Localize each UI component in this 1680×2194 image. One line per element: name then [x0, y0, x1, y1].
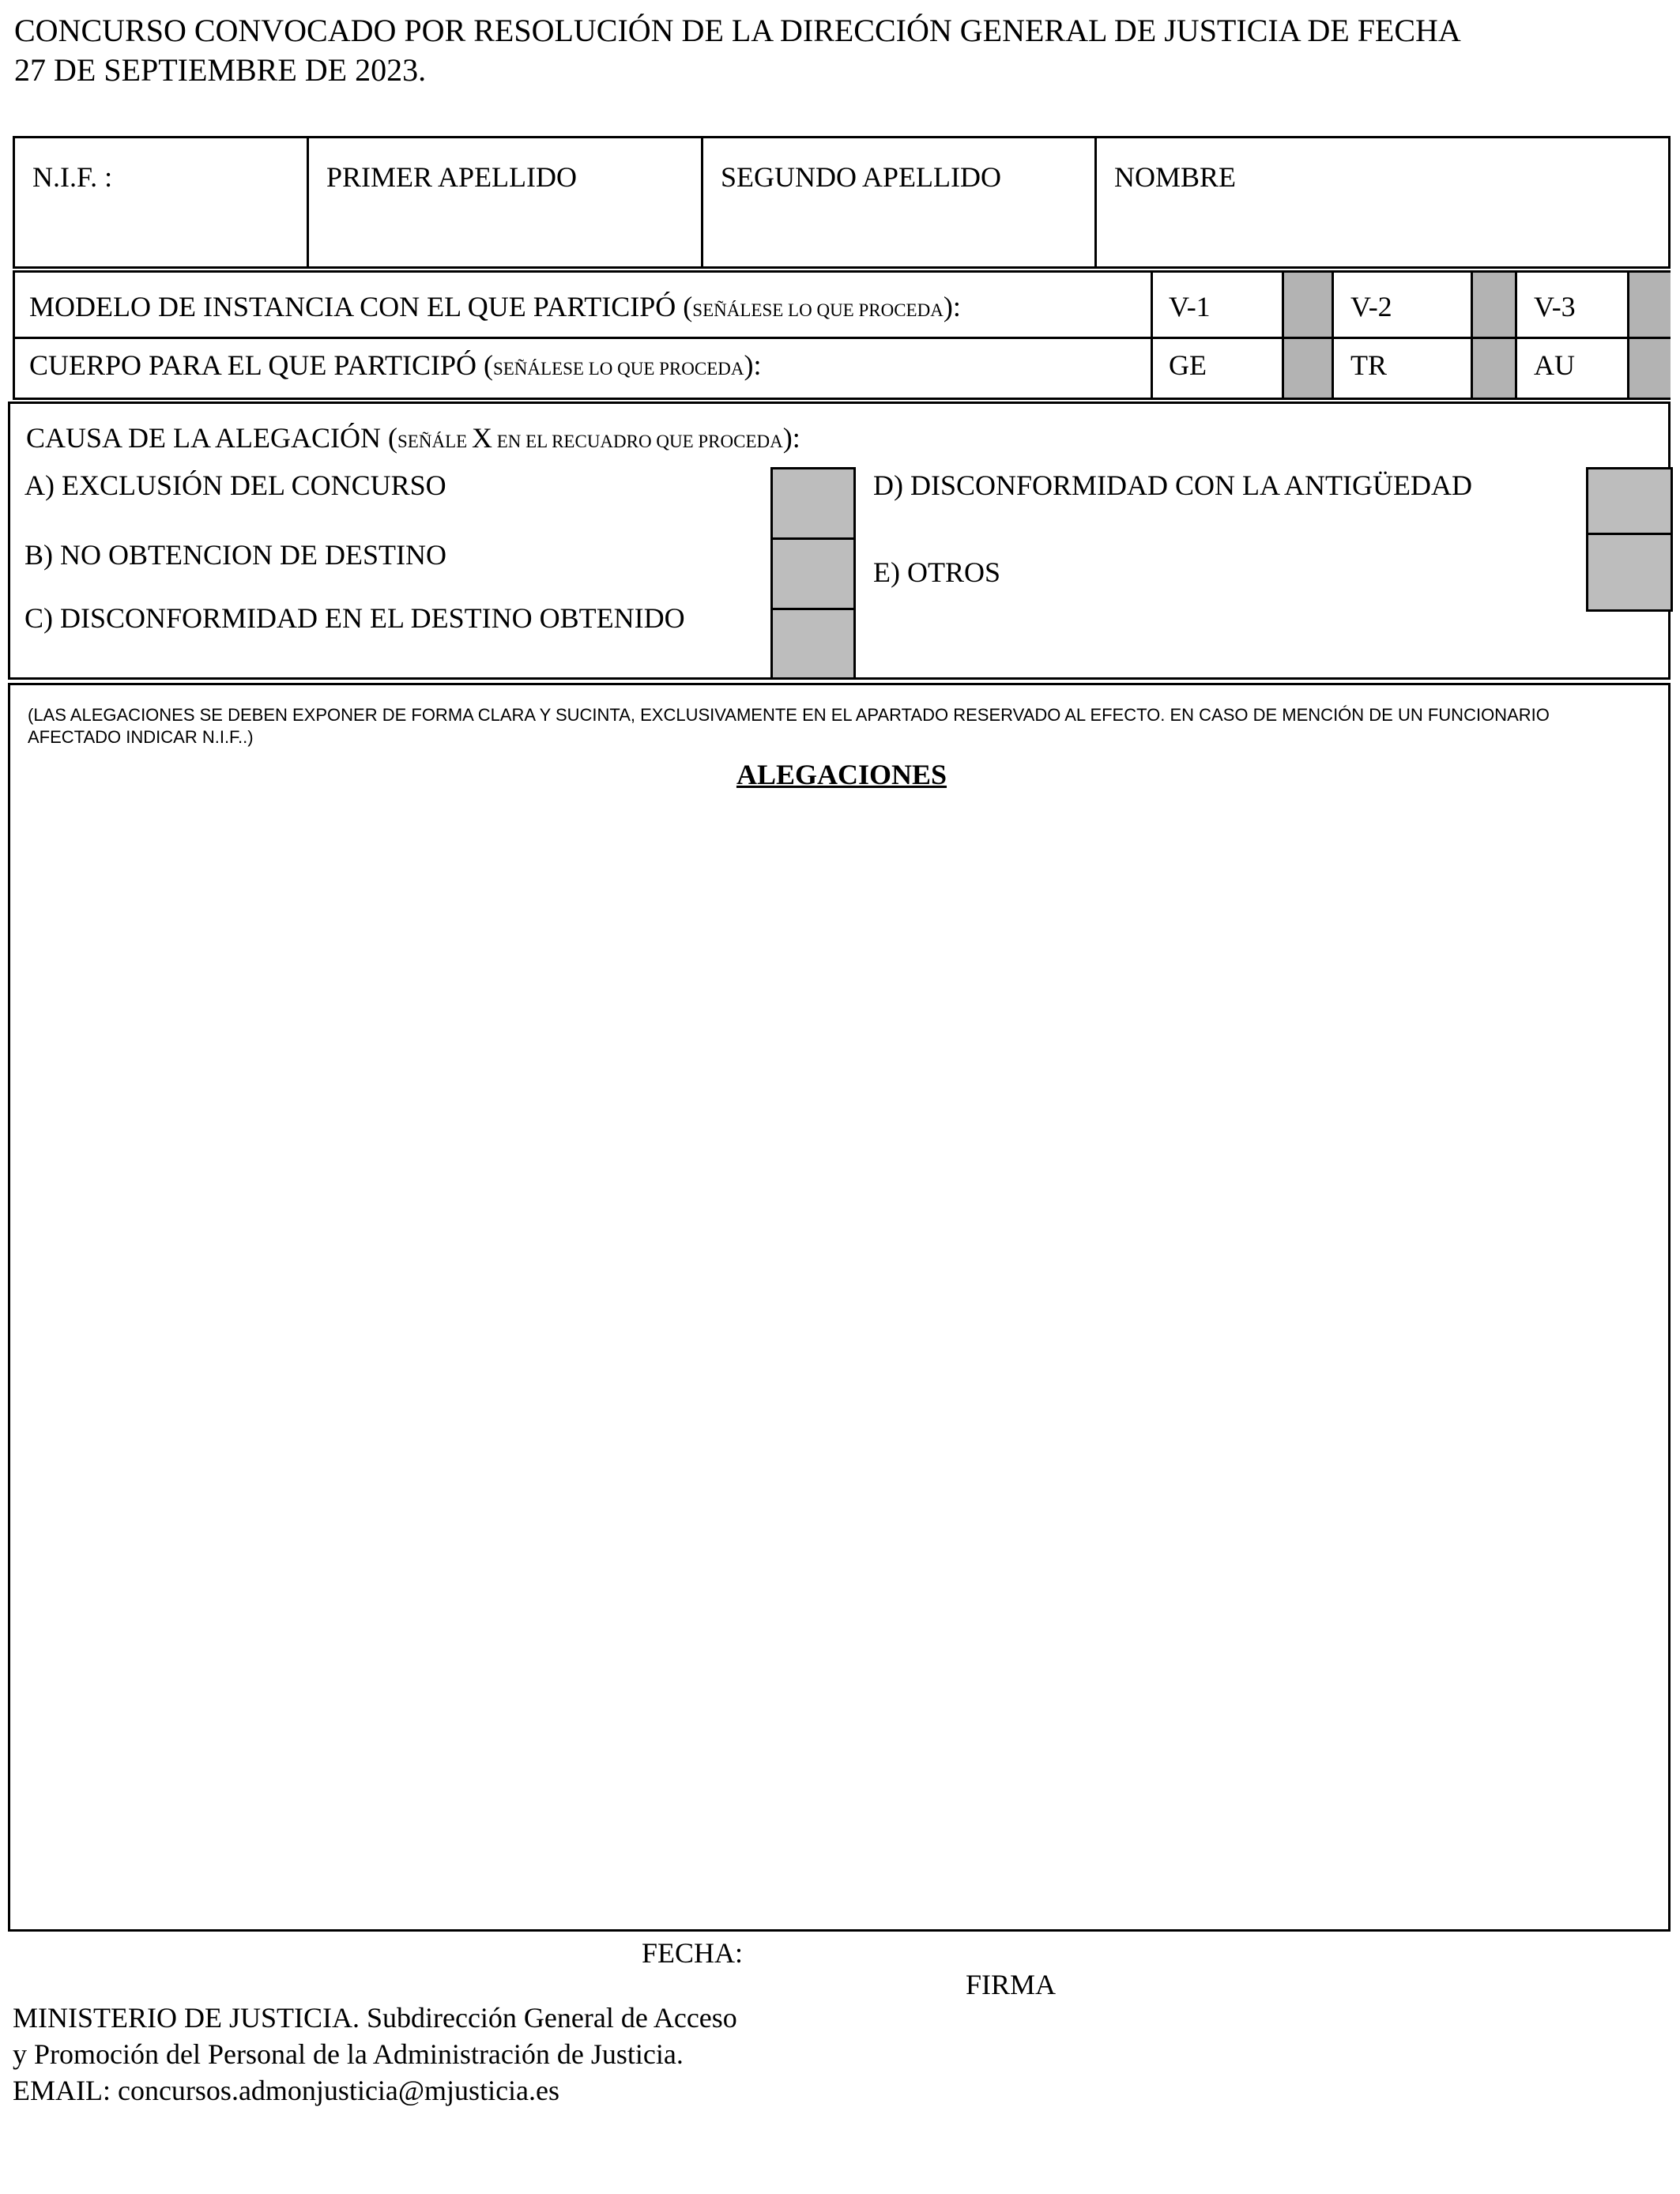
causa-d-checkbox[interactable]	[1586, 467, 1673, 535]
option-v1-label: V-1	[1169, 291, 1211, 322]
primer-apellido-label: PRIMER APELLIDO	[326, 161, 578, 193]
nombre-label: NOMBRE	[1114, 161, 1237, 193]
causa-section	[8, 401, 1671, 680]
primer-apellido-field[interactable]	[309, 138, 703, 266]
option-au-checkbox[interactable]	[1629, 339, 1671, 398]
option-ge-checkbox[interactable]	[1284, 339, 1332, 398]
title-line-1: CONCURSO CONVOCADO POR RESOLUCIÓN DE LA DIRECCIÓN GENERAL DE JUSTICIA DE FECHA	[14, 13, 1461, 48]
footer-line-2: y Promoción del Personal de la Administración de Justicia.	[13, 2038, 684, 2070]
causa-a-label: A) EXCLUSIÓN DEL CONCURSO	[24, 469, 446, 501]
cuerpo-hint: SEÑÁLESE LO QUE PROCEDA	[492, 359, 744, 379]
causa-d-label: D) DISCONFORMIDAD CON LA ANTIGÜEDAD	[873, 469, 1473, 501]
option-v3-checkbox[interactable]	[1629, 273, 1671, 337]
causa-b-label: B) NO OBTENCION DE DESTINO	[24, 539, 446, 571]
alegaciones-instructions: (LAS ALEGACIONES SE DEBEN EXPONER DE FORMA CLARA Y SUCINTA, EXCLUSIVAMENTE EN EL APARTADO RESERVADO AL EFECTO. EN CASO DE MENCIÓN DE UN FUNCIONARIO AFECTADO INDICAR N.I.F..)	[28, 705, 1550, 747]
segundo-apellido-field[interactable]	[703, 138, 1097, 266]
nif-label: N.I.F. :	[32, 161, 113, 193]
footer	[13, 2000, 737, 2109]
segundo-apellido-label: SEGUNDO APELLIDO	[721, 161, 1001, 193]
option-v1-checkbox[interactable]	[1284, 273, 1332, 337]
modelo-cuerpo-table	[13, 270, 1671, 400]
alegaciones-heading: ALEGACIONES	[736, 759, 947, 790]
option-tr-label: TR	[1350, 349, 1388, 381]
cuerpo-label: CUERPO PARA EL QUE PARTICIPÓ (SEÑÁLESE LO QUE PROCEDA):	[29, 349, 762, 381]
causa-e-label: E) OTROS	[873, 556, 1000, 588]
option-ge-label: GE	[1169, 349, 1207, 381]
option-v2-checkbox[interactable]	[1473, 273, 1515, 337]
fecha-label: FECHA:	[642, 1937, 744, 1969]
causa-c-checkbox[interactable]	[770, 608, 856, 680]
causa-e-checkbox[interactable]	[1586, 533, 1673, 612]
cuerpo-row	[15, 339, 1668, 398]
footer-email: EMAIL: concursos.admonjusticia@mjusticia.es	[13, 2075, 560, 2106]
option-au-label: AU	[1534, 349, 1575, 381]
option-v3-label: V-3	[1534, 291, 1576, 322]
identity-table	[13, 136, 1671, 269]
option-tr-checkbox[interactable]	[1473, 339, 1515, 398]
causa-label: CAUSA DE LA ALEGACIÓN (SEÑÁLE X EN EL RECUADRO QUE PROCEDA):	[26, 422, 800, 454]
document-title	[14, 11, 1674, 90]
modelo-label: MODELO DE INSTANCIA CON EL QUE PARTICIPÓ (SEÑÁLESE LO QUE PROCEDA):	[29, 291, 961, 322]
footer-line-1: MINISTERIO DE JUSTICIA. Subdirección General de Acceso	[13, 2002, 737, 2034]
causa-a-checkbox[interactable]	[770, 467, 856, 540]
firma-label: FIRMA	[966, 1969, 1057, 2000]
alegaciones-section	[8, 683, 1671, 1932]
alegaciones-text-area[interactable]	[28, 804, 1651, 1910]
title-line-2: 27 DE SEPTIEMBRE DE 2023.	[14, 52, 427, 88]
nombre-field[interactable]	[1097, 138, 1668, 266]
nif-field[interactable]	[15, 138, 309, 266]
modelo-row	[15, 273, 1668, 339]
causa-b-checkbox[interactable]	[770, 537, 856, 610]
modelo-hint: SEÑÁLESE LO QUE PROCEDA	[692, 300, 944, 320]
causa-c-label: C) DISCONFORMIDAD EN EL DESTINO OBTENIDO	[24, 602, 685, 634]
option-v2-label: V-2	[1350, 291, 1392, 322]
